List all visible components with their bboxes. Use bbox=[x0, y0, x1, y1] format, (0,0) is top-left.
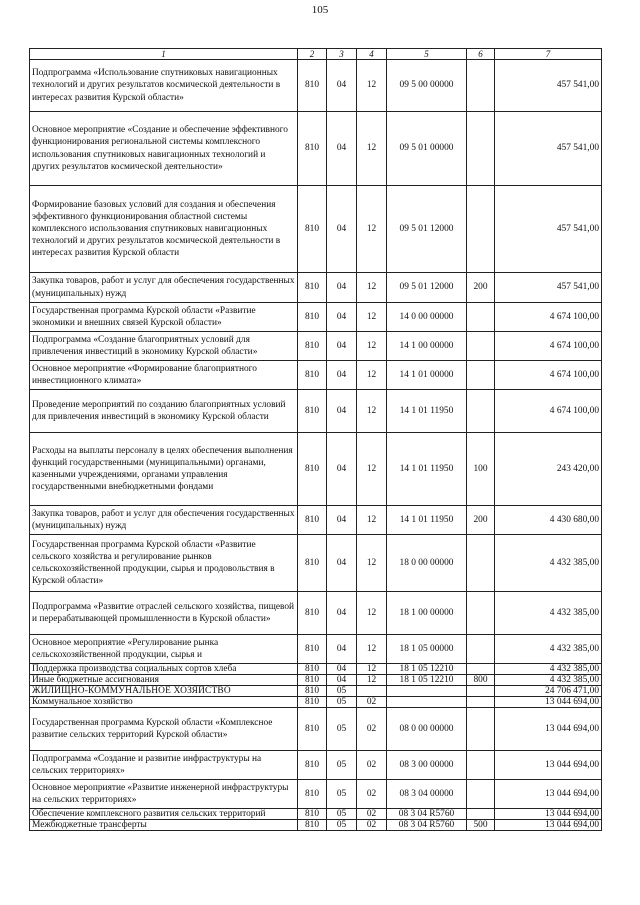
row-col-6 bbox=[467, 60, 495, 112]
row-col-6 bbox=[467, 751, 495, 780]
row-col-3: 05 bbox=[327, 751, 357, 780]
row-col-5: 09 5 01 00000 bbox=[387, 112, 467, 186]
row-col-5: 18 1 00 00000 bbox=[387, 592, 467, 635]
row-name: Расходы на выплаты персоналу в целях обеспечения выполнения функций государственными (муниципальными) органами, казенными учреждениями, органами управления государственными внебюджетными фондами bbox=[30, 433, 298, 506]
row-col-3: 04 bbox=[327, 112, 357, 186]
row-col-5: 08 3 04 00000 bbox=[387, 780, 467, 809]
table-row bbox=[30, 780, 602, 809]
row-name: Межбюджетные трансферты bbox=[30, 820, 298, 831]
row-col-3: 04 bbox=[327, 592, 357, 635]
row-col-5 bbox=[387, 686, 467, 697]
row-name: Иные бюджетные ассигнования bbox=[30, 675, 298, 686]
row-col-4: 12 bbox=[357, 506, 387, 535]
row-name: Подпрограмма «Использование спутниковых навигационных технологий и других результатов космической деятельности в интересах развития Курской области» bbox=[30, 60, 298, 112]
row-col-5: 08 3 04 R5760 bbox=[387, 809, 467, 820]
row-col-5: 14 1 01 00000 bbox=[387, 361, 467, 390]
row-col-3: 04 bbox=[327, 390, 357, 433]
row-name: Основное мероприятие «Формирование благоприятного инвестиционного климата» bbox=[30, 361, 298, 390]
row-col-7: 4 674 100,00 bbox=[495, 390, 602, 433]
row-col-4: 12 bbox=[357, 433, 387, 506]
row-col-7: 457 541,00 bbox=[495, 60, 602, 112]
row-name: Основное мероприятие «Создание и обеспечение эффективного функционирования региональной системы комплексного использования спутниковых навигационных технологий и других результатов космической деятельности» bbox=[30, 112, 298, 186]
table-row bbox=[30, 390, 602, 433]
table-row bbox=[30, 820, 602, 831]
table-row bbox=[30, 635, 602, 664]
row-col-2: 810 bbox=[298, 635, 327, 664]
row-col-7: 4 674 100,00 bbox=[495, 303, 602, 332]
row-col-4: 12 bbox=[357, 664, 387, 675]
row-col-7: 457 541,00 bbox=[495, 186, 602, 273]
row-col-4: 12 bbox=[357, 361, 387, 390]
row-col-6 bbox=[467, 592, 495, 635]
table-row bbox=[30, 809, 602, 820]
row-col-6 bbox=[467, 186, 495, 273]
row-col-7: 13 044 694,00 bbox=[495, 780, 602, 809]
row-col-3: 04 bbox=[327, 303, 357, 332]
table-row bbox=[30, 686, 602, 697]
row-col-5: 14 1 00 00000 bbox=[387, 332, 467, 361]
row-col-4: 12 bbox=[357, 186, 387, 273]
table-row bbox=[30, 433, 602, 506]
row-col-2: 810 bbox=[298, 820, 327, 831]
row-col-6 bbox=[467, 697, 495, 708]
row-col-5: 09 5 01 12000 bbox=[387, 273, 467, 303]
row-col-3: 05 bbox=[327, 686, 357, 697]
row-col-5: 09 5 00 00000 bbox=[387, 60, 467, 112]
row-name: Государственная программа Курской области «Комплексное развитие сельских территорий Курской области» bbox=[30, 708, 298, 751]
row-col-7: 4 432 385,00 bbox=[495, 664, 602, 675]
header-col-5: 5 bbox=[387, 49, 467, 60]
row-col-3: 04 bbox=[327, 635, 357, 664]
row-col-2: 810 bbox=[298, 535, 327, 592]
row-col-5: 08 3 04 R5760 bbox=[387, 820, 467, 831]
row-col-4: 02 bbox=[357, 708, 387, 751]
table-row bbox=[30, 535, 602, 592]
row-col-4: 12 bbox=[357, 675, 387, 686]
row-col-6 bbox=[467, 332, 495, 361]
row-col-7: 4 430 680,00 bbox=[495, 506, 602, 535]
table-row bbox=[30, 751, 602, 780]
header-col-1: 1 bbox=[30, 49, 298, 60]
row-col-3: 05 bbox=[327, 809, 357, 820]
row-col-4: 12 bbox=[357, 112, 387, 186]
row-name: Проведение мероприятий по созданию благоприятных условий для привлечения инвестиций в экономику Курской области bbox=[30, 390, 298, 433]
row-col-3: 04 bbox=[327, 664, 357, 675]
row-col-6: 200 bbox=[467, 506, 495, 535]
row-col-7: 243 420,00 bbox=[495, 433, 602, 506]
row-name: Основное мероприятие «Развитие инженерной инфраструктуры на сельских территориях» bbox=[30, 780, 298, 809]
row-col-6 bbox=[467, 535, 495, 592]
row-name: Подпрограмма «Создание и развитие инфраструктуры на сельских территориях» bbox=[30, 751, 298, 780]
row-name: Закупка товаров, работ и услуг для обеспечения государственных (муниципальных) нужд bbox=[30, 506, 298, 535]
row-col-2: 810 bbox=[298, 273, 327, 303]
row-name: Коммунальное хозяйство bbox=[30, 697, 298, 708]
table-row bbox=[30, 303, 602, 332]
row-col-7: 4 674 100,00 bbox=[495, 361, 602, 390]
row-col-7: 457 541,00 bbox=[495, 273, 602, 303]
row-col-6: 500 bbox=[467, 820, 495, 831]
row-col-5: 18 1 05 12210 bbox=[387, 664, 467, 675]
row-col-2: 810 bbox=[298, 60, 327, 112]
row-col-4: 12 bbox=[357, 60, 387, 112]
table-row bbox=[30, 332, 602, 361]
header-col-7: 7 bbox=[495, 49, 602, 60]
row-name: Подпрограмма «Развитие отраслей сельского хозяйства, пищевой и перерабатывающей промышленности в Курской области» bbox=[30, 592, 298, 635]
budget-table bbox=[29, 48, 602, 831]
row-col-3: 04 bbox=[327, 361, 357, 390]
row-col-5: 14 1 01 11950 bbox=[387, 433, 467, 506]
row-col-2: 810 bbox=[298, 433, 327, 506]
row-col-4 bbox=[357, 686, 387, 697]
row-name: ЖИЛИЩНО-КОММУНАЛЬНОЕ ХОЗЯЙСТВО bbox=[30, 686, 298, 697]
row-name: Закупка товаров, работ и услуг для обеспечения государственных (муниципальных) нужд bbox=[30, 273, 298, 303]
row-name: Обеспечение комплексного развития сельских территорий bbox=[30, 809, 298, 820]
row-col-4: 02 bbox=[357, 751, 387, 780]
row-col-7: 13 044 694,00 bbox=[495, 820, 602, 831]
row-col-4: 12 bbox=[357, 273, 387, 303]
row-col-2: 810 bbox=[298, 592, 327, 635]
row-col-3: 04 bbox=[327, 273, 357, 303]
row-col-7: 13 044 694,00 bbox=[495, 751, 602, 780]
row-col-3: 04 bbox=[327, 675, 357, 686]
row-col-2: 810 bbox=[298, 506, 327, 535]
row-col-7: 4 432 385,00 bbox=[495, 675, 602, 686]
header-col-6: 6 bbox=[467, 49, 495, 60]
row-col-6: 800 bbox=[467, 675, 495, 686]
row-col-5: 18 1 05 12210 bbox=[387, 675, 467, 686]
row-col-6 bbox=[467, 708, 495, 751]
table-row bbox=[30, 60, 602, 112]
table-header-row bbox=[30, 49, 602, 60]
table-row bbox=[30, 675, 602, 686]
row-col-6: 100 bbox=[467, 433, 495, 506]
row-col-3: 04 bbox=[327, 332, 357, 361]
row-col-5: 18 1 05 00000 bbox=[387, 635, 467, 664]
row-col-2: 810 bbox=[298, 780, 327, 809]
row-col-7: 4 432 385,00 bbox=[495, 535, 602, 592]
row-col-5: 08 3 00 00000 bbox=[387, 751, 467, 780]
row-col-7: 13 044 694,00 bbox=[495, 809, 602, 820]
table-row bbox=[30, 592, 602, 635]
row-col-4: 02 bbox=[357, 697, 387, 708]
row-col-5 bbox=[387, 697, 467, 708]
row-name: Формирование базовых условий для создания и обеспечения эффективного функционирования областной системы комплексного использования спутниковых навигационных технологий и других результатов космической деятельности в интересах развития Курской области bbox=[30, 186, 298, 273]
row-col-2: 810 bbox=[298, 708, 327, 751]
row-col-6 bbox=[467, 390, 495, 433]
row-name: Поддержка производства социальных сортов хлеба bbox=[30, 664, 298, 675]
table-row bbox=[30, 697, 602, 708]
row-col-6 bbox=[467, 361, 495, 390]
row-col-6 bbox=[467, 686, 495, 697]
row-col-7: 4 432 385,00 bbox=[495, 592, 602, 635]
table-row bbox=[30, 506, 602, 535]
row-col-4: 12 bbox=[357, 635, 387, 664]
row-col-2: 810 bbox=[298, 675, 327, 686]
table-row bbox=[30, 708, 602, 751]
row-col-2: 810 bbox=[298, 361, 327, 390]
row-col-7: 13 044 694,00 bbox=[495, 697, 602, 708]
row-col-3: 05 bbox=[327, 780, 357, 809]
row-col-5: 09 5 01 12000 bbox=[387, 186, 467, 273]
row-col-4: 12 bbox=[357, 303, 387, 332]
row-col-2: 810 bbox=[298, 332, 327, 361]
row-col-4: 12 bbox=[357, 535, 387, 592]
row-col-2: 810 bbox=[298, 186, 327, 273]
row-col-3: 04 bbox=[327, 186, 357, 273]
row-col-6 bbox=[467, 809, 495, 820]
row-col-6 bbox=[467, 635, 495, 664]
row-col-3: 04 bbox=[327, 535, 357, 592]
row-col-2: 810 bbox=[298, 303, 327, 332]
row-col-4: 02 bbox=[357, 780, 387, 809]
row-col-2: 810 bbox=[298, 112, 327, 186]
page-number: 105 bbox=[311, 4, 329, 16]
row-col-4: 12 bbox=[357, 592, 387, 635]
row-col-2: 810 bbox=[298, 809, 327, 820]
row-col-2: 810 bbox=[298, 697, 327, 708]
table-row bbox=[30, 361, 602, 390]
row-col-6 bbox=[467, 780, 495, 809]
header-col-4: 4 bbox=[357, 49, 387, 60]
row-col-3: 05 bbox=[327, 708, 357, 751]
row-col-7: 13 044 694,00 bbox=[495, 708, 602, 751]
row-col-4: 02 bbox=[357, 809, 387, 820]
row-col-5: 14 0 00 00000 bbox=[387, 303, 467, 332]
header-col-3: 3 bbox=[327, 49, 357, 60]
row-name: Государственная программа Курской области «Развитие сельского хозяйства и регулирование рынков сельскохозяйственной продукции, сырья и продовольствия в Курской области» bbox=[30, 535, 298, 592]
row-col-6 bbox=[467, 112, 495, 186]
table-row bbox=[30, 186, 602, 273]
row-col-3: 04 bbox=[327, 60, 357, 112]
row-col-5: 14 1 01 11950 bbox=[387, 390, 467, 433]
row-col-2: 810 bbox=[298, 751, 327, 780]
row-col-2: 810 bbox=[298, 686, 327, 697]
row-name: Основное мероприятие «Регулирование рынка сельскохозяйственной продукции, сырья и bbox=[30, 635, 298, 664]
row-name: Подпрограмма «Создание благоприятных условий для привлечения инвестиций в экономику Курской области» bbox=[30, 332, 298, 361]
row-col-4: 12 bbox=[357, 332, 387, 361]
row-col-2: 810 bbox=[298, 390, 327, 433]
row-col-7: 24 706 471,00 bbox=[495, 686, 602, 697]
row-col-3: 05 bbox=[327, 820, 357, 831]
row-col-7: 4 432 385,00 bbox=[495, 635, 602, 664]
row-col-6: 200 bbox=[467, 273, 495, 303]
table-row bbox=[30, 664, 602, 675]
row-col-3: 05 bbox=[327, 697, 357, 708]
row-col-2: 810 bbox=[298, 664, 327, 675]
row-col-7: 4 674 100,00 bbox=[495, 332, 602, 361]
row-col-7: 457 541,00 bbox=[495, 112, 602, 186]
row-col-4: 12 bbox=[357, 390, 387, 433]
row-col-4: 02 bbox=[357, 820, 387, 831]
row-col-6 bbox=[467, 303, 495, 332]
row-col-5: 18 0 00 00000 bbox=[387, 535, 467, 592]
row-name: Государственная программа Курской области «Развитие экономики и внешних связей Курской области» bbox=[30, 303, 298, 332]
table-row bbox=[30, 273, 602, 303]
row-col-5: 14 1 01 11950 bbox=[387, 506, 467, 535]
row-col-6 bbox=[467, 664, 495, 675]
row-col-3: 04 bbox=[327, 506, 357, 535]
table-row bbox=[30, 112, 602, 186]
header-col-2: 2 bbox=[298, 49, 327, 60]
row-col-3: 04 bbox=[327, 433, 357, 506]
row-col-5: 08 0 00 00000 bbox=[387, 708, 467, 751]
